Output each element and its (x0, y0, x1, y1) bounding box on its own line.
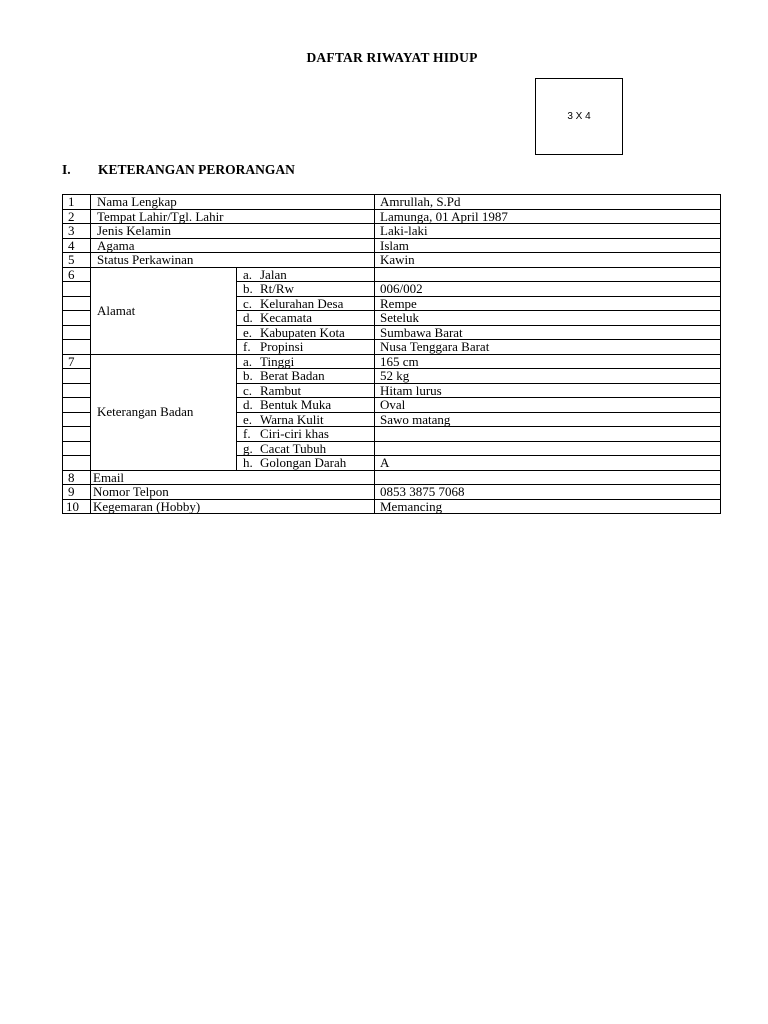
row-number (63, 412, 91, 427)
row-value: Laki-laki (375, 224, 721, 239)
row-value (375, 441, 721, 456)
sub-label (237, 369, 375, 384)
row-number: 6 (63, 267, 91, 282)
section-heading (62, 162, 295, 178)
sub-letter: f. (243, 339, 251, 354)
sub-letter: e. (243, 325, 253, 340)
row-value: Memancing (375, 499, 721, 514)
row-value (375, 470, 721, 485)
sub-letter: b. (243, 281, 253, 296)
group-label-alamat: Alamat (91, 267, 237, 354)
row-number (63, 369, 91, 384)
document-title: DAFTAR RIWAYAT HIDUP (306, 50, 478, 65)
sub-text: Rt/Rw (260, 281, 294, 296)
sub-letter: e. (243, 412, 253, 427)
row-value: Kawin (375, 253, 721, 268)
table-row (63, 499, 721, 514)
sub-text: Kabupaten Kota (260, 325, 345, 340)
row-value: Seteluk (375, 311, 721, 326)
sub-letter: c. (243, 383, 253, 398)
table-row (63, 209, 721, 224)
sub-label (237, 398, 375, 413)
sub-letter: f. (243, 426, 251, 441)
row-label: Nama Lengkap (91, 195, 375, 210)
table-row (63, 470, 721, 485)
section-title: KETERANGAN PERORANGAN (98, 162, 295, 177)
row-number (63, 340, 91, 355)
row-value: Sumbawa Barat (375, 325, 721, 340)
sub-label (237, 456, 375, 471)
sub-letter: d. (243, 310, 253, 325)
row-value: 006/002 (375, 282, 721, 297)
sub-letter: h. (243, 455, 253, 470)
row-value: Hitam lurus (375, 383, 721, 398)
sub-label (237, 441, 375, 456)
row-value: 0853 3875 7068 (375, 485, 721, 500)
sub-text: Warna Kulit (260, 412, 324, 427)
sub-text: Propinsi (260, 339, 304, 354)
table-row (63, 485, 721, 500)
row-label: Nomor Telpon (91, 485, 375, 500)
row-value: Rempe (375, 296, 721, 311)
row-value: Oval (375, 398, 721, 413)
row-number (63, 441, 91, 456)
sub-label (237, 354, 375, 369)
row-value: Sawo matang (375, 412, 721, 427)
row-number: 2 (63, 209, 91, 224)
group-label-badan: Keterangan Badan (91, 354, 237, 470)
row-number: 5 (63, 253, 91, 268)
row-value: 52 kg (375, 369, 721, 384)
sub-text: Jalan (260, 267, 287, 282)
row-value (375, 427, 721, 442)
row-label: Agama (91, 238, 375, 253)
section-number: I. (62, 162, 71, 177)
row-number: 8 (63, 470, 91, 485)
sub-letter: b. (243, 368, 253, 383)
sub-letter: c. (243, 296, 253, 311)
sub-label (237, 296, 375, 311)
row-value: Lamunga, 01 April 1987 (375, 209, 721, 224)
row-value: 165 cm (375, 354, 721, 369)
table-row (63, 253, 721, 268)
row-number (63, 383, 91, 398)
row-number (63, 282, 91, 297)
photo-placeholder (535, 78, 623, 155)
row-label: Kegemaran (Hobby) (91, 499, 375, 514)
row-number (63, 456, 91, 471)
sub-label (237, 340, 375, 355)
sub-text: Tinggi (260, 354, 295, 369)
sub-label (237, 311, 375, 326)
sub-text: Kecamata (260, 310, 312, 325)
row-number: 1 (63, 195, 91, 210)
sub-text: Bentuk Muka (260, 397, 332, 412)
row-value: Islam (375, 238, 721, 253)
row-value: Amrullah, S.Pd (375, 195, 721, 210)
table-row (63, 195, 721, 210)
row-label: Email (91, 470, 375, 485)
row-number: 4 (63, 238, 91, 253)
row-label: Jenis Kelamin (91, 224, 375, 239)
sub-text: Golongan Darah (260, 455, 347, 470)
sub-label (237, 267, 375, 282)
photo-size-label: 3 X 4 (567, 111, 591, 122)
sub-label (237, 412, 375, 427)
sub-label (237, 383, 375, 398)
row-label: Status Perkawinan (91, 253, 375, 268)
row-value: Nusa Tenggara Barat (375, 340, 721, 355)
row-number: 7 (63, 354, 91, 369)
row-number (63, 311, 91, 326)
sub-text: Cacat Tubuh (260, 441, 327, 456)
table-row (63, 354, 721, 369)
row-value (375, 267, 721, 282)
sub-letter: a. (243, 354, 253, 369)
row-number: 3 (63, 224, 91, 239)
row-value: A (375, 456, 721, 471)
table-row (63, 238, 721, 253)
row-number: 9 (63, 485, 91, 500)
sub-label (237, 427, 375, 442)
sub-text: Berat Badan (260, 368, 325, 383)
sub-text: Rambut (260, 383, 302, 398)
row-label: Tempat Lahir/Tgl. Lahir (91, 209, 375, 224)
table-row (63, 267, 721, 282)
sub-text: Kelurahan Desa (260, 296, 344, 311)
sub-label (237, 282, 375, 297)
row-number (63, 427, 91, 442)
sub-text: Ciri-ciri khas (260, 426, 329, 441)
row-number (63, 296, 91, 311)
row-number (63, 398, 91, 413)
table-row (63, 224, 721, 239)
sub-letter: d. (243, 397, 253, 412)
row-number: 10 (63, 499, 91, 514)
sub-letter: g. (243, 441, 253, 456)
sub-letter: a. (243, 267, 253, 282)
sub-label (237, 325, 375, 340)
row-number (63, 325, 91, 340)
personal-info-table (62, 194, 721, 514)
